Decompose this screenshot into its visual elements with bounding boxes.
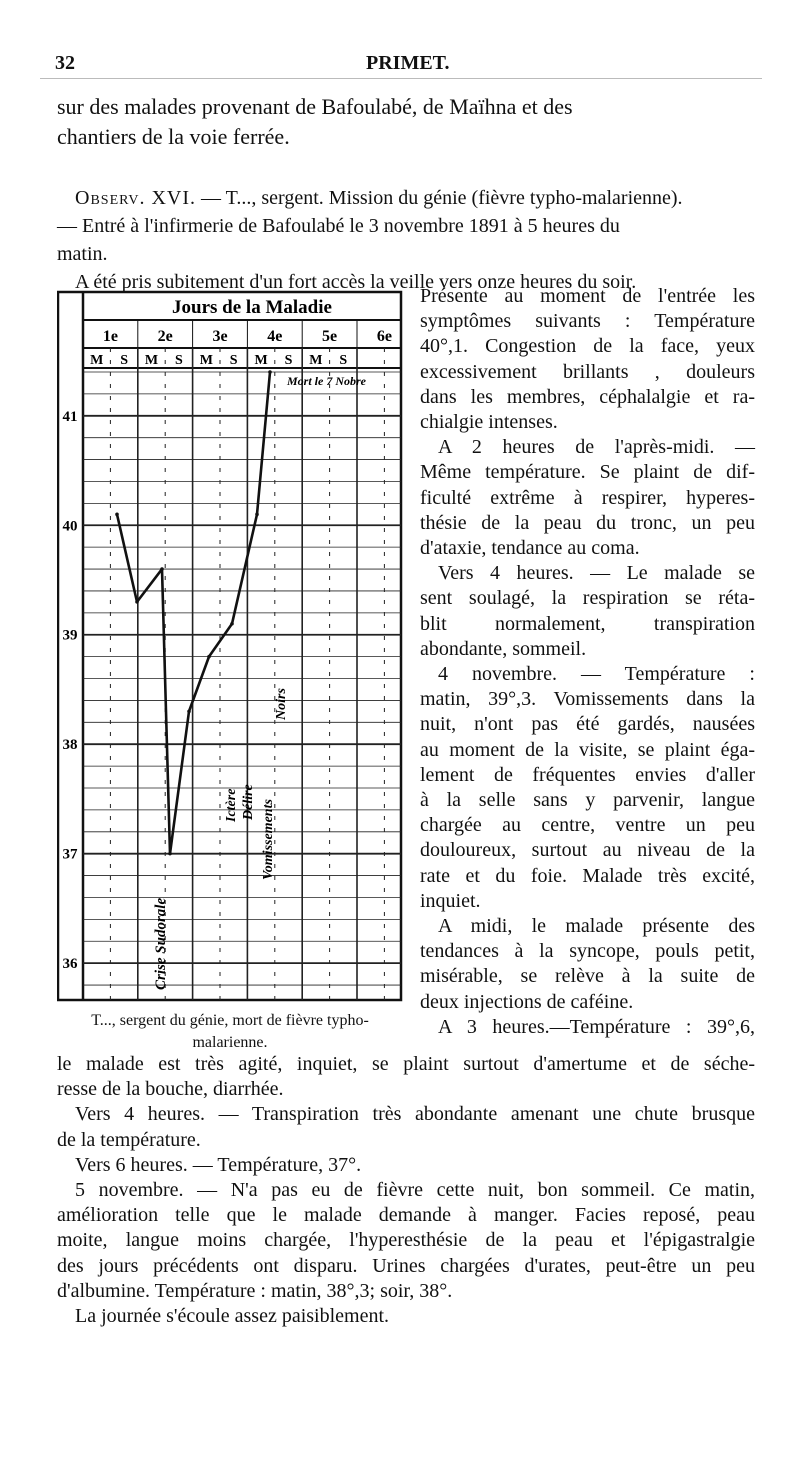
temperature-point [268, 370, 272, 374]
right-column-line: symptômes suivants : Température [420, 310, 755, 333]
temperature-point [230, 622, 234, 626]
observation-heading [75, 184, 755, 212]
death-annotation: Mort le 7 Nobre [287, 374, 366, 388]
bottom-line: le malade est très agité, inquiet, se plaint surtout d'amertume et de séche- [57, 1053, 755, 1075]
right-column-line: misérable, se relève à la suite de [420, 965, 755, 988]
right-column-line: matin, 39°,3. Vomissements dans la [420, 688, 755, 711]
right-column-line: lement de fréquentes envies d'aller [420, 763, 755, 786]
chart-frame [58, 292, 401, 1000]
chart-grid [58, 292, 403, 1000]
bottom-line: amélioration telle que le malade demande à manger. Facies reposé, peau [57, 1204, 755, 1227]
temperature-point [207, 655, 211, 659]
right-column-line: ficulté extrême à respirer, hyperes- [420, 486, 755, 509]
day-label: 3e [212, 328, 228, 345]
slot-label: S [339, 353, 348, 368]
bottom-line: des jours précédents ont disparu. Urines chargées d'urates, peut-être un peu [57, 1254, 755, 1277]
right-column-line: 4 novembre. — Température : [438, 663, 755, 685]
right-column-line: tendances à la syncope, pouls petit, [420, 940, 755, 963]
right-column-line: blit normalement, transpiration [420, 612, 755, 635]
right-column-line: chialgie intenses. [420, 411, 558, 433]
y-tick-label: 38 [62, 737, 78, 754]
y-tick-label: 41 [62, 408, 78, 425]
caption-line: malarienne. [192, 1034, 268, 1051]
temperature-point [168, 852, 172, 856]
slot-label: M [144, 353, 159, 368]
running-title: PRIMET. [366, 52, 450, 74]
temperature-point [135, 600, 139, 604]
right-column-line: Même température. Se plaint de dif- [420, 461, 755, 484]
chart-title: Jours de la Maladie [172, 297, 332, 318]
access-line: A été pris subitement d'un fort accès la veille vers onze heures du soir. [75, 271, 637, 293]
right-column-line: excessivement brillants , douleurs [420, 360, 755, 383]
slot-label: M [199, 353, 213, 368]
observation-line: — Entré à l'infirmerie de Bafoulabé le 3 novembre 1891 à 5 heures du [57, 215, 620, 237]
slot-label: M [90, 353, 104, 368]
y-tick-label: 39 [62, 627, 78, 644]
right-column-line: Présente au moment de l'entrée les [420, 285, 755, 307]
day-label: 1e [102, 328, 118, 345]
slot-label: M [254, 353, 268, 368]
right-column-line: deux injections de caféine. [420, 990, 634, 1013]
temperature-point [115, 513, 119, 517]
right-column-line: abondante, sommeil. [420, 637, 587, 660]
bottom-line: moite, langue moins chargée, l'hyperesthésie de la peau et l'épigastralgie [57, 1229, 755, 1252]
bottom-line: Vers 6 heures. — Température, 37°. [75, 1153, 362, 1176]
bottom-line: 5 novembre. — N'a pas eu de fièvre cette nuit, bon sommeil. Ce matin, [75, 1179, 755, 1201]
observation-label: Observ. XVI. [75, 187, 196, 209]
day-label: 6e [376, 328, 392, 345]
crise-sudorale-annotation: Crise Sudorale [153, 897, 169, 990]
intro-line: sur des malades provenant de Bafoulabé, de Maïhna et des [57, 94, 573, 119]
right-column-line: rate et du foie. Malade très excité, [420, 864, 755, 887]
day-label: 2e [157, 328, 173, 345]
observation-title: — T..., sergent. Mission du génie (fièvre typho-malarienne). [201, 187, 683, 209]
day-label: 5e [322, 328, 338, 345]
day-label: 4e [267, 328, 283, 345]
figure-caption [45, 1010, 415, 1054]
right-column-line: A midi, le malade présente des [438, 915, 755, 937]
y-tick-label: 36 [62, 956, 78, 973]
slot-label: S [120, 353, 128, 368]
temperature-chart [57, 290, 403, 1002]
y-tick-label: 37 [62, 846, 78, 863]
right-column-line: chargée au centre, ventre un peu [420, 814, 755, 837]
right-column-line: dans les membres, céphalalgie et ra- [420, 385, 755, 408]
temperature-point [187, 710, 191, 714]
caption-line: T..., sergent du génie, mort de fièvre typho- [91, 1012, 369, 1029]
bottom-line: de la température. [57, 1128, 201, 1151]
vomissements-annotation: Vomissements [261, 799, 276, 880]
right-column-line: inquiet. [420, 889, 481, 912]
right-column-line: sent soulagé, la respiration se réta- [420, 587, 755, 610]
right-column-line: à la selle sans y parvenir, langue [420, 789, 755, 811]
intro-line: chantiers de la voie ferrée. [57, 124, 290, 149]
right-column-line: nuit, n'ont pas été gardés, nausées [420, 713, 755, 736]
right-column-line: d'ataxie, tendance au coma. [420, 537, 640, 559]
temperature-point [160, 567, 164, 571]
temperature-point [255, 513, 259, 517]
right-column-line: A 2 heures de l'après-midi. — [438, 436, 755, 459]
slot-label: S [284, 353, 293, 368]
slot-label: S [229, 353, 238, 368]
noirs-annotation: Noirs [274, 688, 289, 720]
right-column-line: au moment de la visite, se plaint éga- [420, 738, 755, 761]
slot-label: S [175, 353, 183, 368]
bottom-line: resse de la bouche, diarrhée. [57, 1078, 284, 1101]
right-column-line: A 3 heures.—Température : 39°,6, [438, 1015, 755, 1038]
delire-annotation: Délire [241, 784, 256, 820]
slot-label: M [309, 353, 323, 368]
right-column-line: douloureux, surtout au niveau de la [420, 839, 755, 862]
header-rule [40, 78, 762, 79]
right-column-line: thésie de la peau du tronc, un peu [420, 511, 755, 534]
right-column-line: 40°,1. Congestion de la face, yeux [420, 335, 755, 358]
bottom-line: d'albumine. Température : matin, 38°,3; soir, 38°. [57, 1279, 453, 1302]
chart-svg [57, 290, 403, 1002]
ictere-annotation: Ictère [224, 788, 239, 822]
observation-line: matin. [57, 243, 108, 265]
bottom-line: La journée s'écoule assez paisiblement. [75, 1305, 390, 1327]
chart-labels [63, 297, 392, 990]
right-column-line: Vers 4 heures. — Le malade se [438, 562, 755, 585]
bottom-line: Vers 4 heures. — Transpiration très abondante amenant une chute brusque [75, 1103, 755, 1126]
page-number: 32 [55, 52, 75, 74]
y-tick-label: 40 [62, 518, 78, 535]
